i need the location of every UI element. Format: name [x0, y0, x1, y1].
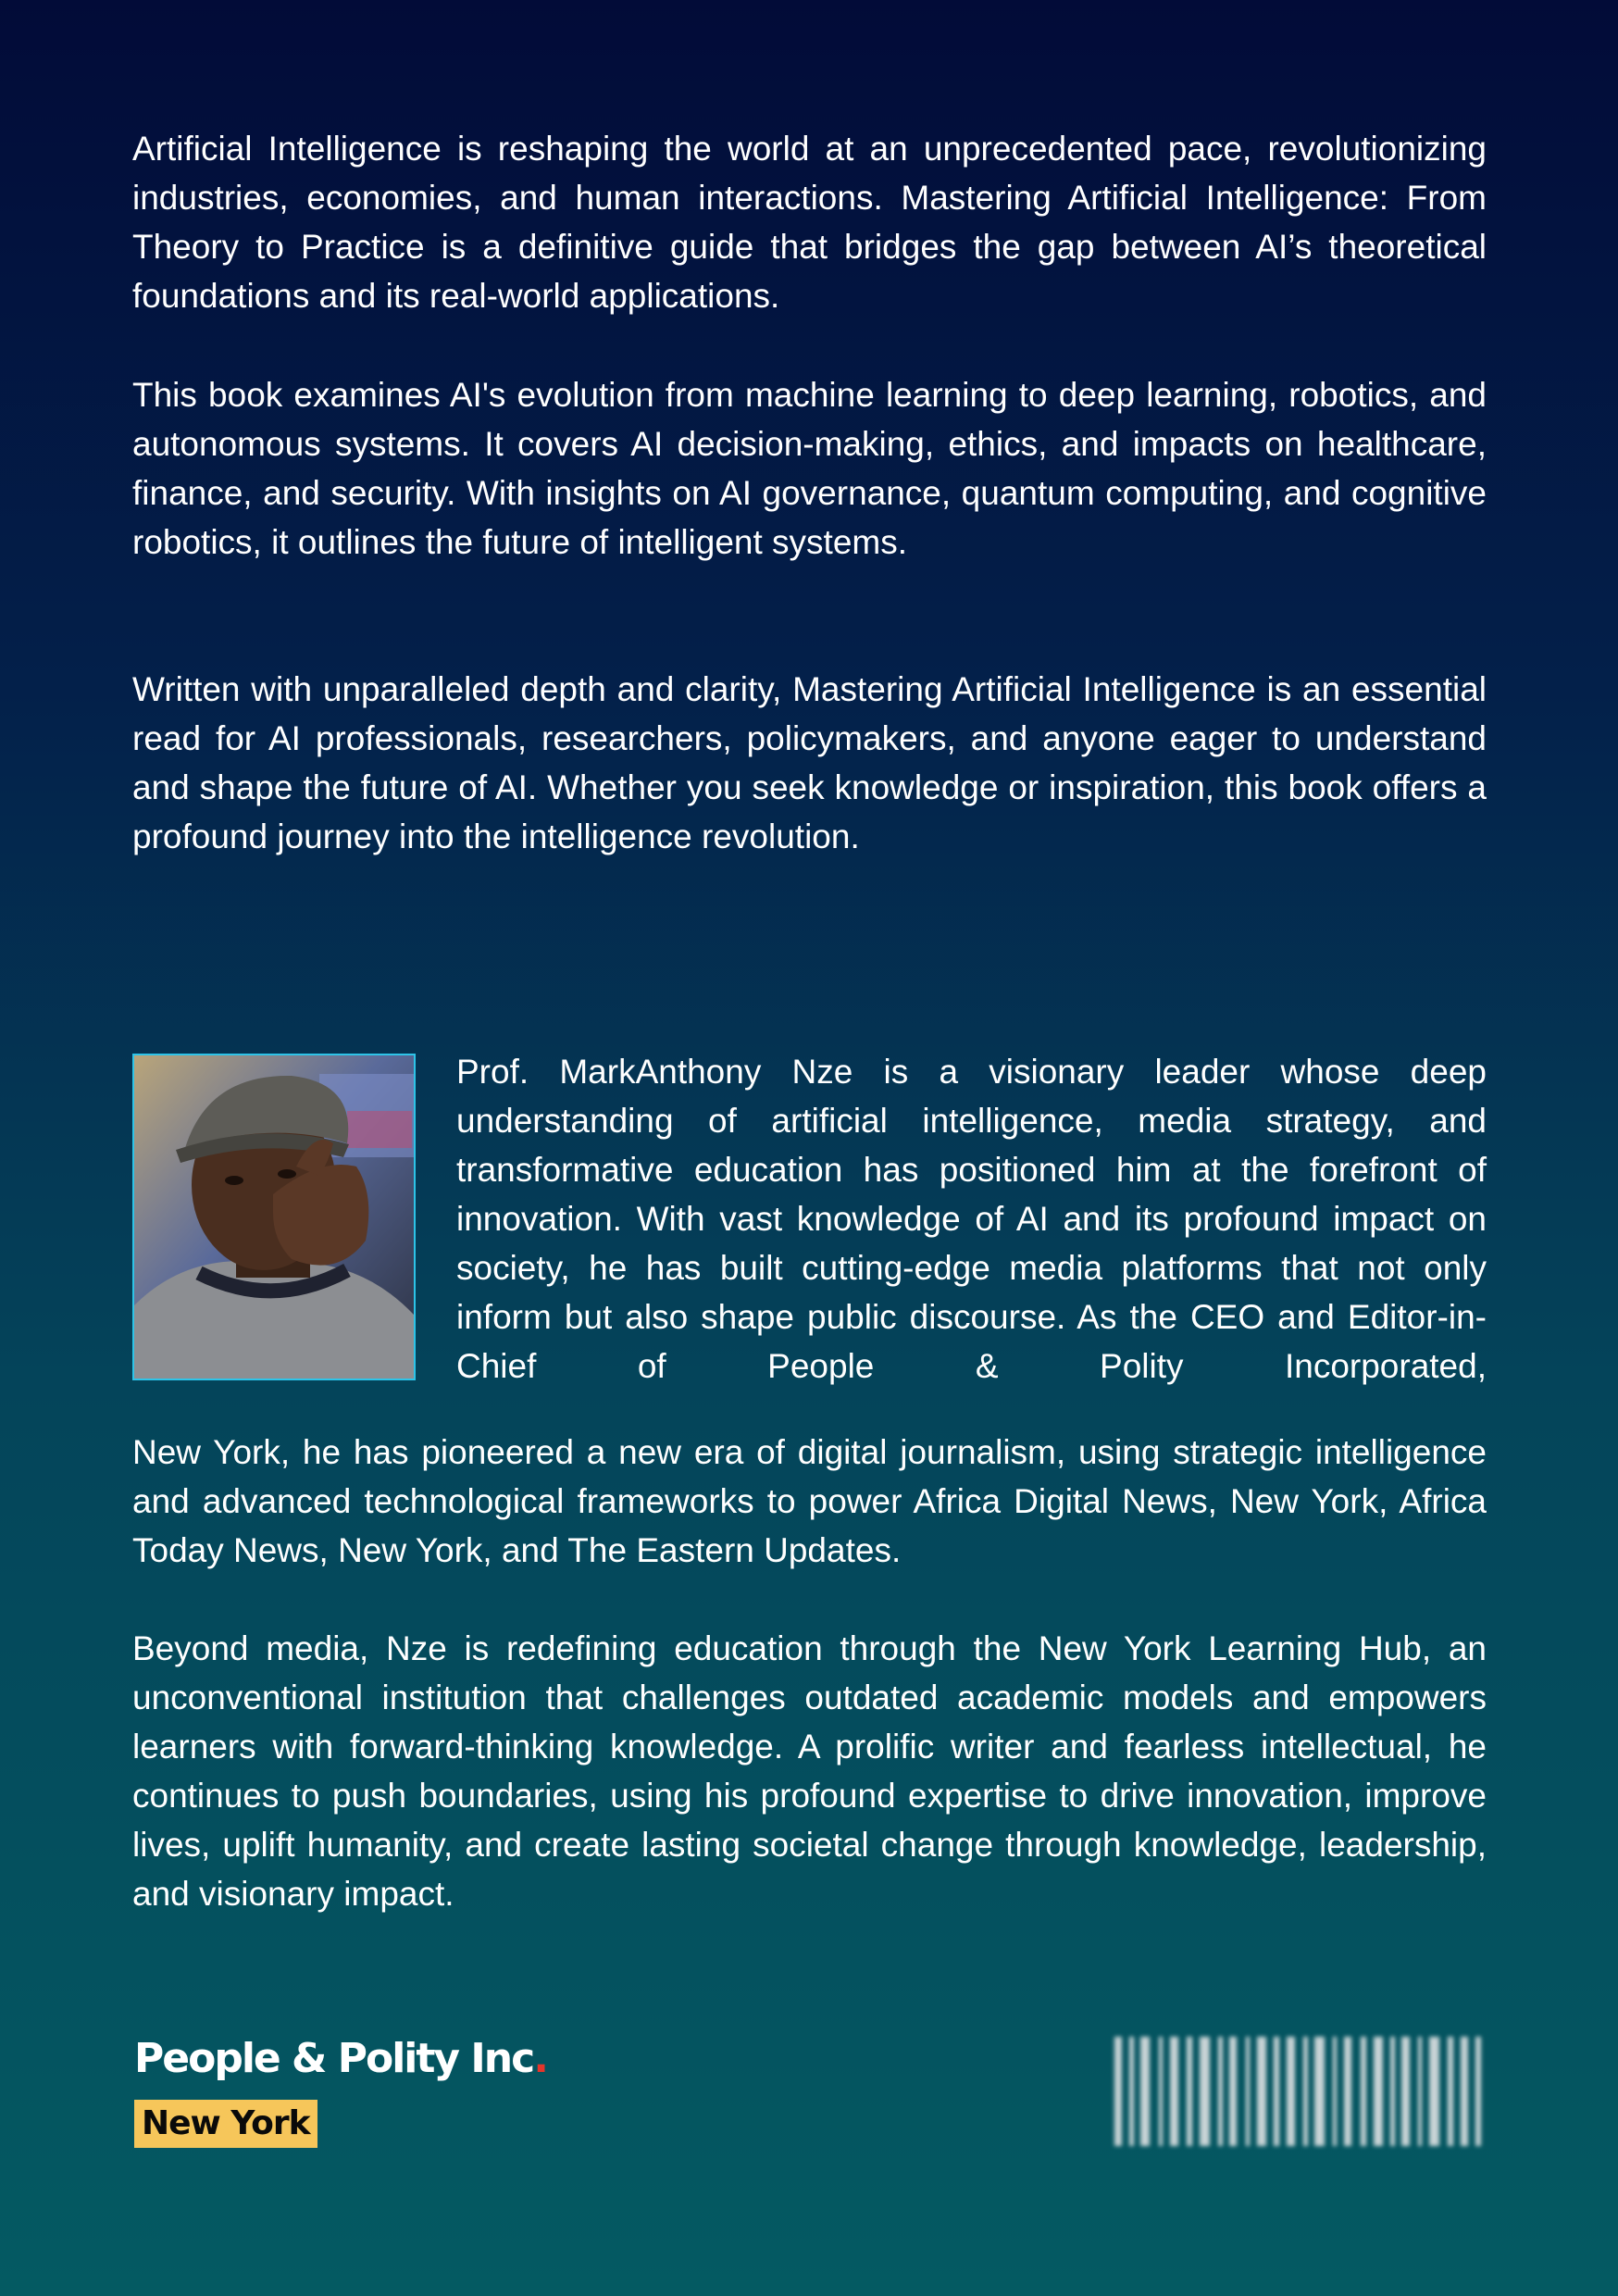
publisher-location-badge: New York: [134, 2100, 317, 2148]
barcode-icon: [1111, 2037, 1488, 2146]
author-photo: [132, 1054, 416, 1380]
author-portrait-icon: [134, 1055, 414, 1379]
blurb-paragraph-3: Written with unparalleled depth and clarity, Mastering Artificial Intelligence is an essential read for AI professionals, researchers, policymakers, and anyone eager to understand and shape the future of AI. Whether you seek knowledge or inspiration, this book offers a profound journey into the intelligence revolution.: [132, 670, 1487, 855]
blurb-paragraph-1: Artificial Intelligence is reshaping the world at an unprecedented pace, revolutionizing industries, economies, and human interactions. Mastering Artificial Intelligence: From Theory to Practice is a definitive guide that bridges the gap between AI’s theoretical foundations and its real-world applications.: [132, 130, 1487, 315]
publisher-logo-dot: .: [533, 2035, 547, 2082]
author-bio-part-2: New York, he has pioneered a new era of digital journalism, using strategic intelligence and advanced technological frameworks to power Africa Digital News, New York, Africa Today News, New York, and The Eastern Updates.: [132, 1433, 1487, 1569]
author-bio-part-1: Prof. MarkAnthony Nze is a visionary leader whose deep understanding of artificial intelligence, media strategy, and transformative education has positioned him at the forefront of innovation. With vast knowledge of AI and its profound impact on society, he has built cutting-edge media platforms that not only inform but also shape public discourse. As the CEO and Editor-in-Chief of People & Polity Incorporated,: [456, 1053, 1487, 1385]
publisher-logo: [134, 2035, 547, 2082]
author-bio-part-3: Beyond media, Nze is redefining education through the New York Learning Hub, an unconventional institution that challenges outdated academic models and empowers learners with forward-thinking knowledge. A prolific writer and fearless intellectual, he continues to push boundaries, using his profound expertise to drive innovation, improve lives, uplift humanity, and create lasting societal change through knowledge, leadership, and visionary impact.: [132, 1629, 1487, 1913]
publisher-name: People & Polity Inc: [134, 2035, 534, 2082]
blurb-paragraph-2: This book examines AI's evolution from machine learning to deep learning, robotics, and autonomous systems. It covers AI decision-making, ethics, and impacts on healthcare, finance, and security. With insights on AI governance, quantum computing, and cognitive robotics, it outlines the future of intelligent systems.: [132, 376, 1487, 561]
